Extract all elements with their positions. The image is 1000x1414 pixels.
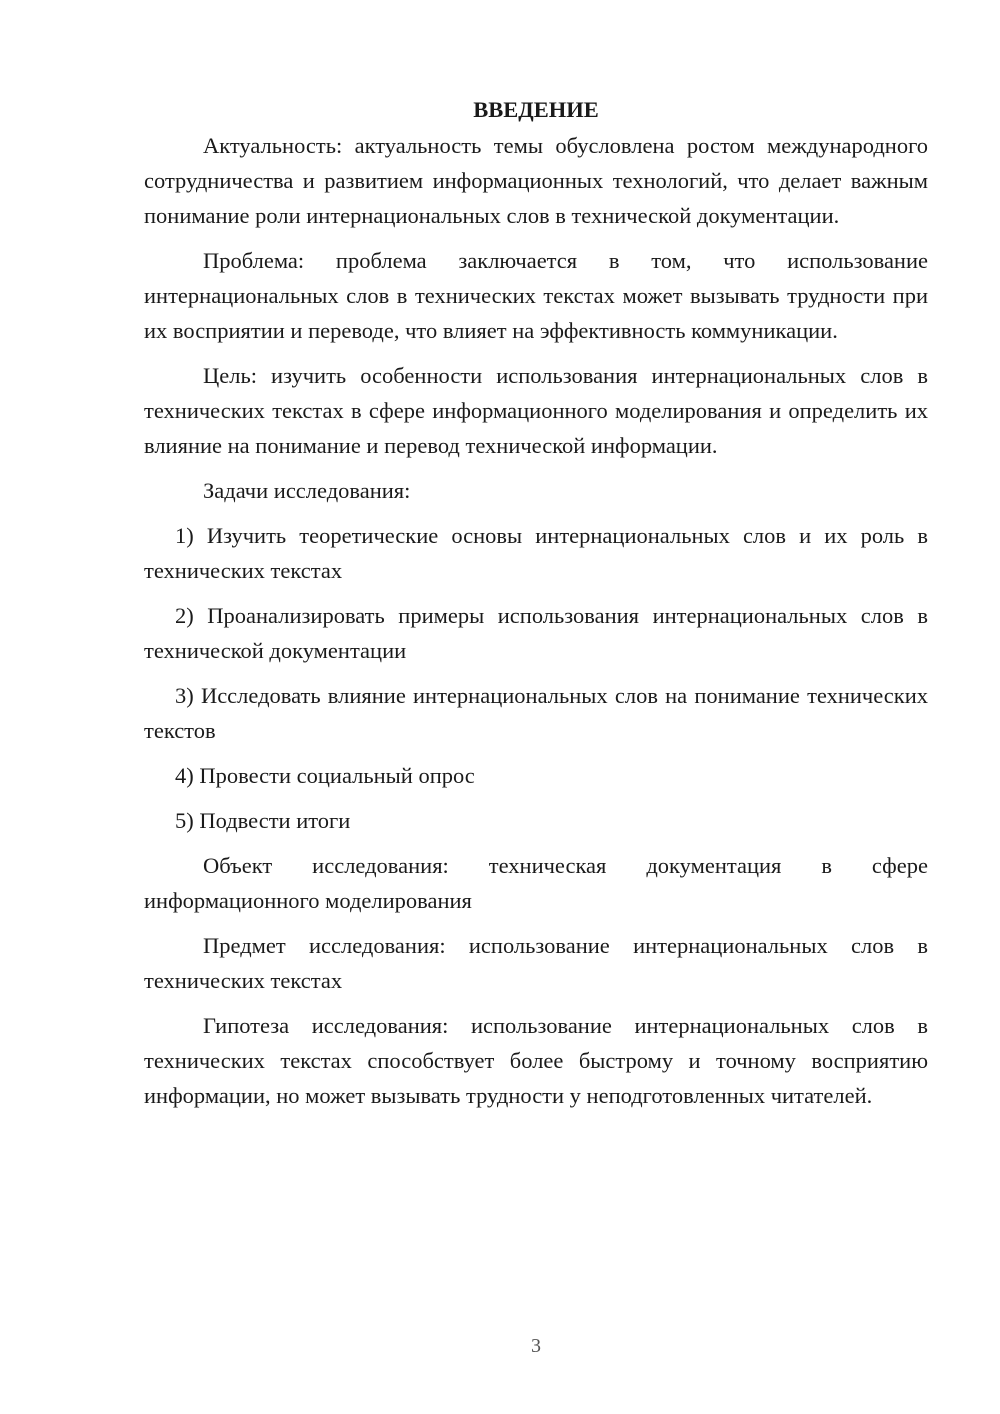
task-item-2: 2) Проанализировать примеры использования интернациональных слов в технической документации [144, 603, 928, 663]
relevance-paragraph: Актуальность: актуальность темы обусловлена ростом международного сотрудничества и развитием информационных технологий, что делает важным понимание роли интернациональных слов в технической документации. [144, 133, 928, 228]
task-item-5: 5) Подвести итоги [175, 808, 351, 833]
task-item-4: 4) Провести социальный опрос [175, 763, 475, 788]
goal-paragraph: Цель: изучить особенности использования интернациональных слов в технических текстах в сфере информационного моделирования и определить их влияние на понимание и перевод технической информации. [144, 363, 928, 458]
subject-paragraph: Предмет исследования: использование интернациональных слов в технических текстах [144, 933, 928, 993]
page-number: 3 [531, 1335, 541, 1357]
problem-paragraph: Проблема: проблема заключается в том, что использование интернациональных слов в технических текстах может вызывать трудности при их восприятии и переводе, что влияет на эффективность коммуникации. [144, 248, 928, 343]
page-content [144, 92, 928, 1113]
task-item-3: 3) Исследовать влияние интернациональных слов на понимание технических текстов [144, 683, 928, 743]
tasks-title: Задачи исследования: [203, 478, 411, 503]
task-item-1: 1) Изучить теоретические основы интернациональных слов и их роль в технических текстах [144, 523, 928, 583]
section-heading: ВВЕДЕНИЕ [473, 97, 599, 122]
hypothesis-paragraph: Гипотеза исследования: использование интернациональных слов в технических текстах способствует более быстрому и точному восприятию информации, но может вызывать трудности у неподготовленных читателей. [144, 1013, 928, 1108]
object-paragraph: Объект исследования: техническая документация в сфере информационного моделирования [144, 853, 928, 913]
